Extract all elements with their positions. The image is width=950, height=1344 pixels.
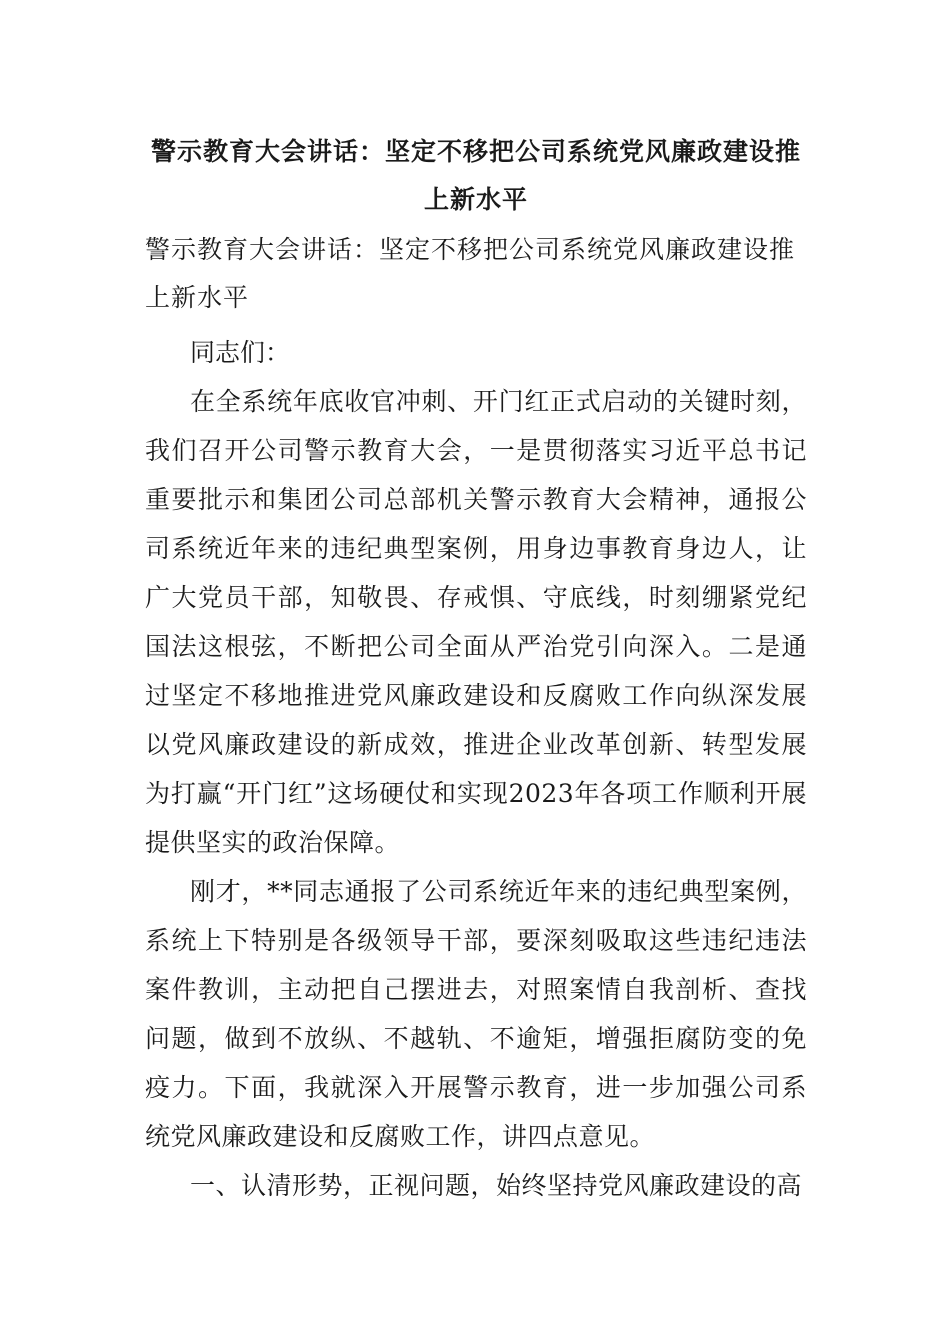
paragraph-3: 一、认清形势，正视问题，始终坚持党风廉政建设的高 — [190, 1171, 803, 1200]
document-page — [145, 128, 807, 1210]
document-title: 警示教育大会讲话：坚定不移把公司系统党风廉政建设推上新水平 — [150, 137, 801, 214]
paragraph-2: 刚才，**同志通报了公司系统近年来的违纪典型案例，系统上下特别是各级领导干部，要深刻吸取这些违纪违法案件教训，主动把自己摆进去，对照案情自我剖析、查找问题，做到不放纵、不越轨、不逾矩，增强拒腐防变的免疫力。下面，我就深入开展警示教育，进一步加强公司系统党风廉政建设和反腐败工作，讲四点意见。 — [145, 877, 807, 1151]
greeting: 同志们： — [190, 338, 291, 367]
paragraph-1: 在全系统年底收官冲刺、开门红正式启动的关键时刻，我们召开公司警示教育大会，一是贯彻落实习近平总书记重要批示和集团公司总部机关警示教育大会精神，通报公司系统近年来的违纪典型案例，用身边事教育身边人，让广大党员干部，知敬畏、存戒惧、守底线，时刻绷紧党纪国法这根弦，不断把公司全面从严治党引向深入。二是通过坚定不移地推进党风廉政建设和反腐败工作向纵深发展以党风廉政建设的新成效，推进企业改革创新、转型发展为打赢“开门红”这场硬仗和实现2023年各项工作顺利开展提供坚实的政治保障。 — [145, 387, 807, 857]
document-subtitle: 警示教育大会讲话：坚定不移把公司系统党风廉政建设推上新水平 — [145, 235, 796, 312]
